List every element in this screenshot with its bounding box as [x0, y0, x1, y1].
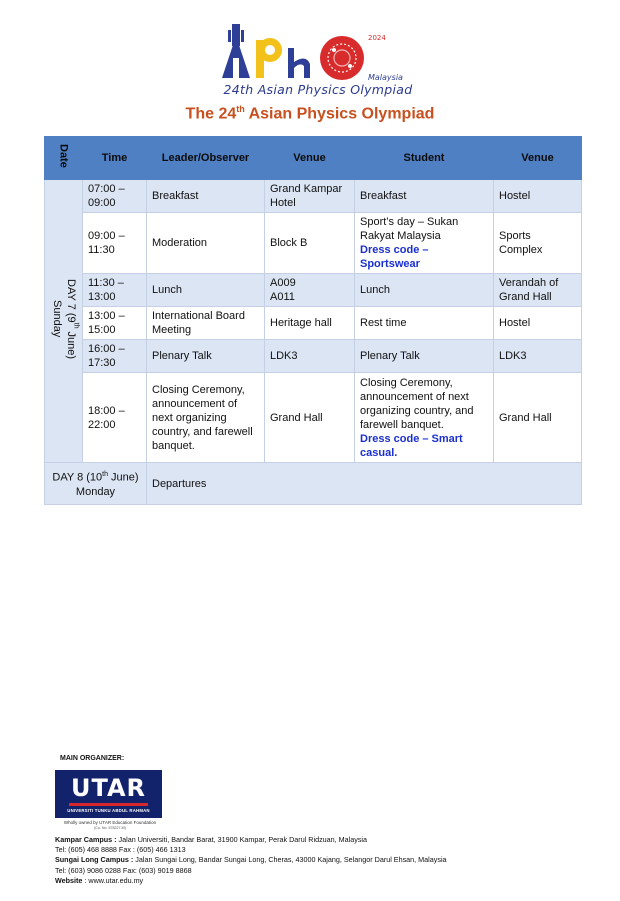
- table-row: [45, 180, 582, 213]
- row-venue-leader: Block B: [265, 213, 355, 274]
- row-venue-student: Grand Hall: [494, 373, 582, 463]
- website-label: Website: [55, 875, 83, 885]
- table-row: [45, 274, 582, 307]
- time-end: 17:30: [88, 357, 116, 369]
- header-student: Student: [355, 137, 494, 180]
- header-venue-leader: Venue: [265, 137, 355, 180]
- venue-rooms: A009 A011: [270, 277, 296, 303]
- time-start: 16:00 –: [88, 343, 125, 355]
- page-title: [0, 104, 620, 123]
- title-sup: th: [236, 104, 245, 114]
- row-venue-leader: Grand Hall: [265, 373, 355, 463]
- table-row: [45, 213, 582, 274]
- kampar-tel: Tel: (605) 468 8888 Fax : (605) 466 1313: [55, 845, 186, 855]
- schedule-table: [44, 136, 582, 505]
- student-activity: Sport’s day – Sukan Rakyat Malaysia: [360, 216, 459, 242]
- row-time: [83, 373, 147, 463]
- row-student: Breakfast: [355, 180, 494, 213]
- website-line: [55, 876, 575, 886]
- title-post: Asian Physics Olympiad: [244, 105, 435, 123]
- row-leader: Breakfast: [147, 180, 265, 213]
- header-time: Time: [83, 137, 147, 180]
- day7-label: [50, 279, 83, 359]
- row-leader: Moderation: [147, 213, 265, 274]
- utar-full-name: UNIVERSITI TUNKU ABDUL RAHMAN: [67, 808, 150, 813]
- row-student: Rest time: [355, 307, 494, 340]
- table-row-day8: [45, 463, 582, 505]
- utar-logo-bar: [69, 803, 148, 806]
- logo-country: Malaysia: [368, 73, 403, 82]
- row-leader: International Board Meeting: [147, 307, 265, 340]
- day7-post: June): [65, 328, 77, 360]
- table-header-row: [45, 137, 582, 180]
- website-link[interactable]: : www.utar.edu.my: [82, 875, 144, 885]
- row-venue-student: Hostel: [494, 180, 582, 213]
- kampar-addr-text: Jalan Universiti, Bandar Barat, 31900 Kampar, Perak Darul Ridzuan, Malaysia: [116, 835, 368, 844]
- header-date-label: Date: [57, 144, 70, 168]
- day8-pre: DAY 8 (10: [52, 471, 103, 484]
- row-student: Plenary Talk: [355, 340, 494, 373]
- dress-code-note: Dress code – Sportswear: [360, 244, 429, 270]
- organizer-label: MAIN ORGANIZER:: [60, 755, 125, 762]
- row-venue-student: Sports Complex: [494, 213, 582, 274]
- row-leader: Lunch: [147, 274, 265, 307]
- utar-logo: [55, 770, 162, 818]
- student-activity: Closing Ceremony, announcement of next organizing country, and farewell banquet.: [360, 376, 474, 431]
- row-venue-student: LDK3: [494, 340, 582, 373]
- utar-logo-text: UTAR: [70, 774, 147, 802]
- row-student: [355, 373, 494, 463]
- row-venue-leader: Grand Kampar Hotel: [265, 180, 355, 213]
- row-time: [83, 340, 147, 373]
- day8-cell: [45, 463, 147, 505]
- time-start: 09:00 –: [88, 230, 125, 242]
- logo-year: 2024: [368, 34, 386, 42]
- row-time: [83, 213, 147, 274]
- kampar-label: Kampar Campus :: [55, 835, 117, 844]
- sungai-addr-text: Jalan Sungai Long, Bandar Sungai Long, Cheras, 43000 Kajang, Selangor Darul Ehsan, Malaysia: [133, 855, 447, 865]
- time-end: 13:00: [88, 291, 116, 303]
- day7-sup: th: [72, 322, 80, 329]
- row-leader: Closing Ceremony, announcement of next organizing country, and farewell banquet.: [147, 373, 265, 463]
- logo-subtitle: 24th Asian Physics Olympiad: [223, 82, 413, 97]
- time-start: 13:00 –: [88, 310, 125, 322]
- sungai-label: Sungai Long Campus :: [55, 855, 134, 865]
- row-student: Lunch: [355, 274, 494, 307]
- day8-weekday: Monday: [75, 485, 116, 498]
- day7-weekday: Sunday: [51, 300, 63, 338]
- time-end: 11:30: [88, 244, 115, 256]
- owned-by-note: Wholly owned by UTAR Education Foundation: [63, 820, 157, 825]
- time-end: 15:00: [88, 324, 116, 336]
- day8-post: June): [108, 471, 139, 484]
- row-time: [83, 307, 147, 340]
- address-block: [55, 835, 575, 886]
- time-end: 22:00: [88, 418, 116, 431]
- header-leader: Leader/Observer: [147, 137, 265, 180]
- time-start: 11:30 –: [88, 277, 124, 289]
- row-time: [83, 274, 147, 307]
- header-venue-student: Venue: [494, 137, 582, 180]
- sungai-tel: Tel: (603) 9086 0288 Fax: (603) 9019 8868: [55, 865, 192, 875]
- title-pre: The 24: [185, 105, 237, 123]
- time-end: 09:00: [88, 197, 116, 209]
- row-venue-student: Hostel: [494, 307, 582, 340]
- header-date: [45, 137, 83, 180]
- company-id: (Co. No. 578227-M): [94, 826, 126, 830]
- row-venue-leader: LDK3: [265, 340, 355, 373]
- sungai-address: [55, 855, 575, 865]
- row-leader: Plenary Talk: [147, 340, 265, 373]
- day8-sup: th: [102, 471, 108, 479]
- dress-code-note: Dress code – Smart casual.: [360, 432, 463, 459]
- row-time: [83, 180, 147, 213]
- kampar-address: [55, 835, 575, 845]
- time-start: 07:00 –: [88, 183, 125, 195]
- day7-pre: DAY 7 (9: [65, 278, 77, 323]
- day8-activity: Departures: [147, 463, 582, 505]
- day7-cell: [45, 180, 83, 463]
- table-row: [45, 307, 582, 340]
- table-row: [45, 373, 582, 463]
- row-student: [355, 213, 494, 274]
- time-start: 18:00 –: [88, 404, 125, 417]
- table-row: [45, 340, 582, 373]
- row-venue-student: Verandah of Grand Hall: [494, 274, 582, 307]
- row-venue-leader: [265, 274, 355, 307]
- row-venue-leader: Heritage hall: [265, 307, 355, 340]
